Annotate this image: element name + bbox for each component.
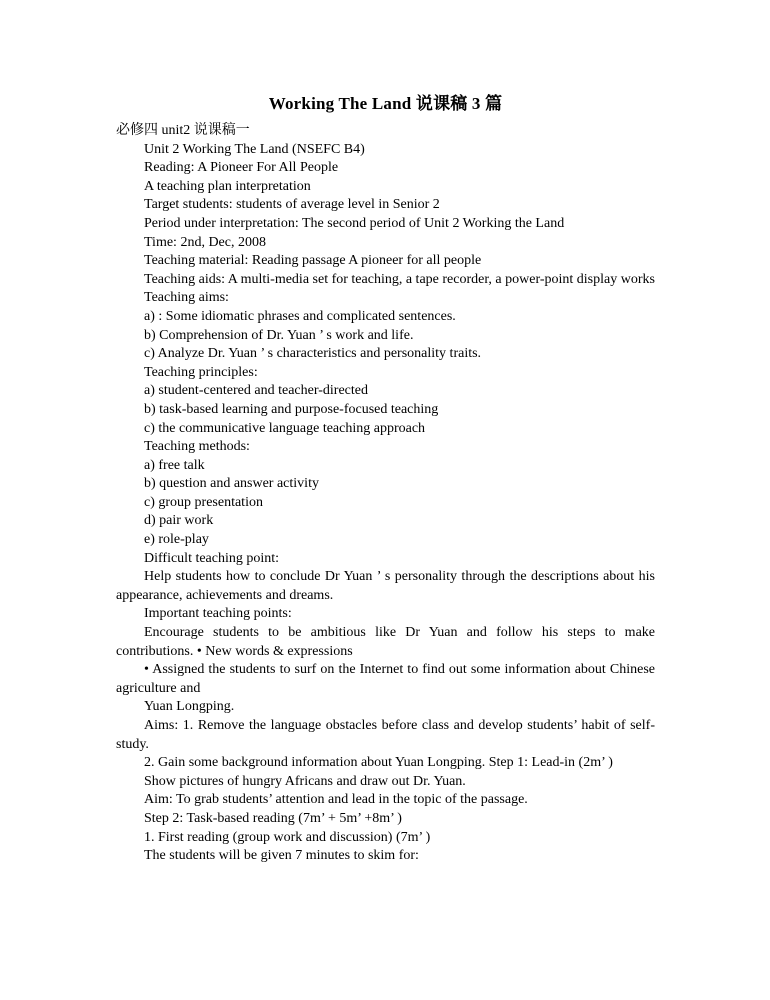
paragraph-line: Teaching material: Reading passage A pioneer for all people — [144, 253, 482, 269]
document-title: Working The Land 说课稿 3 篇 — [268, 94, 503, 113]
paragraph-line: Aims: 1. Remove the language obstacles before class and develop students’ habit of self-study. — [116, 718, 655, 752]
paragraph-line: c) the communicative language teaching approach — [144, 420, 426, 436]
paragraph-line: Yuan Longping. — [144, 699, 235, 715]
paragraph-line: c) Analyze Dr. Yuan ’ s characteristics and personality traits. — [144, 346, 482, 362]
paragraph-line: Step 2: Task-based reading (7m’ + 5m’ +8m’ ) — [144, 810, 402, 826]
document-page — [116, 92, 655, 866]
paragraph-line: b) question and answer activity — [144, 476, 319, 492]
paragraph-line: e) role-play — [144, 532, 209, 548]
paragraph-line: b) task-based learning and purpose-focused teaching — [144, 401, 439, 417]
paragraph-line: Period under interpretation: The second period of Unit 2 Working the Land — [144, 215, 565, 231]
paragraph-line: Aim: To grab students’ attention and lead in the topic of the passage. — [144, 792, 528, 808]
paragraph-line: a) : Some idiomatic phrases and complicated sentences. — [144, 308, 456, 324]
paragraph-line: d) pair work — [144, 513, 214, 529]
paragraph-line: Teaching methods: — [144, 439, 250, 455]
paragraph-line: a) student-centered and teacher-directed — [144, 383, 368, 399]
paragraph-line: • Assigned the students to surf on the Internet to find out some information about Chinese agriculture and — [116, 662, 655, 696]
paragraph-line: Teaching aims: — [144, 290, 229, 306]
document-body — [116, 122, 655, 866]
paragraph-line: Encourage students to be ambitious like Dr Yuan and follow his steps to make contributions. • New words & expressions — [116, 625, 655, 659]
paragraph-line: Teaching principles: — [144, 364, 258, 380]
paragraph-line: 1. First reading (group work and discussion) (7m’ ) — [144, 829, 431, 845]
paragraph-line: Unit 2 Working The Land (NSEFC B4) — [144, 141, 365, 157]
paragraph-line: a) free talk — [144, 457, 205, 473]
paragraph-line: Help students how to conclude Dr Yuan ’ s personality through the descriptions about his appearance, achievements and dreams. — [116, 569, 655, 603]
paragraph-line: A teaching plan interpretation — [144, 178, 311, 194]
paragraph-line: Target students: students of average level in Senior 2 — [144, 197, 440, 213]
paragraph-line: The students will be given 7 minutes to skim for: — [144, 848, 419, 864]
paragraph-line: 2. Gain some background information about Yuan Longping. Step 1: Lead-in (2m’ ) — [144, 755, 613, 771]
paragraph-line: c) group presentation — [144, 494, 263, 510]
paragraph-line: Reading: A Pioneer For All People — [144, 160, 339, 176]
paragraph-line: Difficult teaching point: — [144, 550, 280, 566]
paragraph-line: Show pictures of hungry Africans and draw out Dr. Yuan. — [144, 773, 466, 789]
paragraph-line: Time: 2nd, Dec, 2008 — [144, 234, 266, 250]
paragraph-line: 必修四 unit2 说课稿一 — [116, 123, 250, 138]
paragraph-line: Important teaching points: — [144, 606, 292, 622]
paragraph-line: Teaching aids: A multi-media set for teaching, a tape recorder, a power-point display works — [144, 271, 655, 287]
paragraph-line: b) Comprehension of Dr. Yuan ’ s work and life. — [144, 327, 414, 343]
